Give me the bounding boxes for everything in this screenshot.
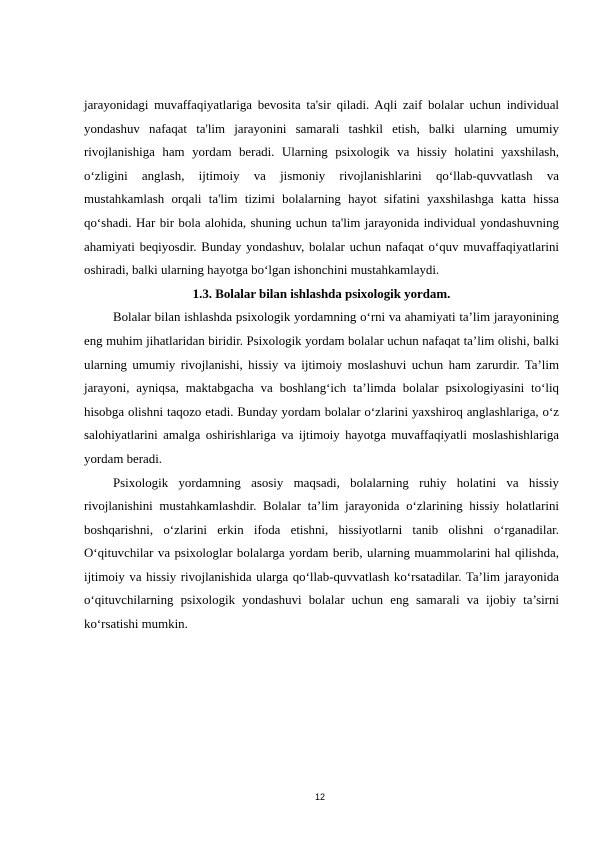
paragraph-psychological-support-role: Bolalar bilan ishlashda psixologik yordamning o‘rni va ahamiyati ta’lim jarayonining eng muhim jihatlaridan biridir. Psixologik yordam bolalar uchun nafaqat ta’lim olishi, balki ularning umumiy rivojlanishi, hissiy va ijtimoiy moslashuvi uchun ham zarurdir. Ta’lim jarayoni, ayniqsa, maktabgacha va boshlang‘ich ta’limda bolalar psixologiyasini to‘liq hisobga olishni taqozo etadi. Bunday yordam bolalar o‘zlarini yaxshiroq anglashlariga, o‘z salohiyatlarini amalga oshirishlariga va ijtimoiy hayotga muvaffaqiyatli moslashishlariga yordam beradi.	[84, 310, 559, 466]
section-heading: 1.3. Bolalar bilan ishlashda psixologik yordam.	[192, 286, 451, 301]
page-number: 12	[314, 792, 325, 802]
document-page	[84, 94, 559, 637]
paragraph-psychological-support-goal: Psixologik yordamning asosiy maqsadi, bolalarning ruhiy holatini va hissiy rivojlanishini mustahkamlashdir. Bolalar ta’lim jarayonida o‘zlarining hissiy holatlarini boshqarishni, o‘zlarini erkin ifoda etishni, hissiyotlarni tanib olishni o‘rganadilar. O‘qituvchilar va psixologlar bolalarga yordam berib, ularning muammolarini hal qilishda, ijtimoiy va hissiy rivojlanishida ularga qo‘llab-quvvatlash ko‘rsatadilar. Ta’lim jarayonida o‘qituvchilarning psixologik yondashuvi bolalar uchun eng samarali va ijobiy ta’sirni ko‘rsatishi mumkin.	[84, 475, 559, 632]
paragraph-continuation: jarayonidagi muvaffaqiyatlariga bevosita ta'sir qiladi. Aqli zaif bolalar uchun individual yondashuv nafaqat ta'lim jarayonini samarali tashkil etish, balki ularning umumiy rivojlanishiga ham yordam beradi. Ularning psixologik va hissiy holatini yaxshilash, o‘zligini anglash, ijtimoiy va jismoniy rivojlanishlarini qo‘llab-quvvatlash va mustahkamlash orqali ta'lim tizimi bolalarning hayot sifatini yaxshilashga katta hissa qo‘shadi. Har bir bola alohida, shuning uchun ta'lim jarayonida individual yondashuvning ahamiyati beqiyosdir. Bunday yondashuv, bolalar uchun nafaqat o‘quv muvaffaqiyatlarini oshiradi, balki ularning hayotga bo‘lgan ishonchini mustahkamlaydi.	[84, 98, 559, 278]
